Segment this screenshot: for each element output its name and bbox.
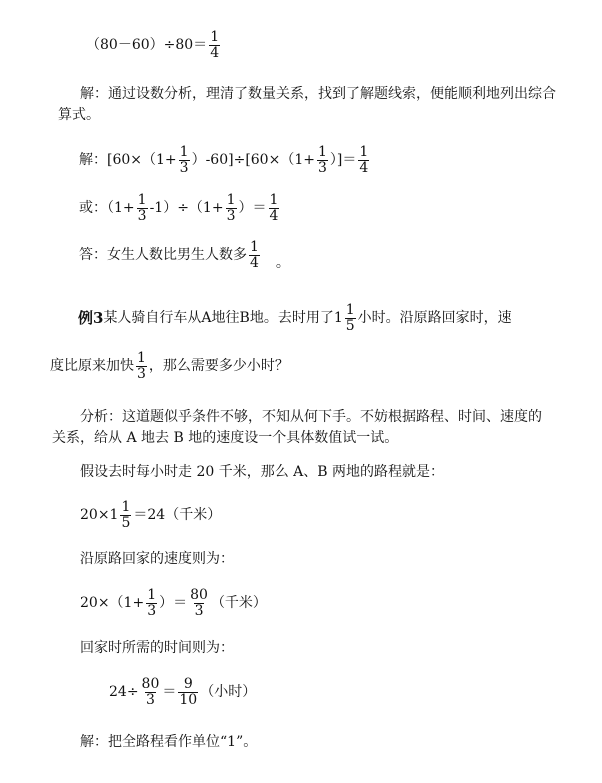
fraction: $\frac{1}{4}$ bbox=[359, 144, 369, 176]
fraction: $\frac{1}{3}$ bbox=[317, 144, 327, 176]
formula-line-time: 24÷ $\frac{80}{3}$ ＝ $\frac{9}{10}$ （小时） bbox=[109, 676, 257, 708]
answer-line: 答：女生人数比男生人数多 $\frac{1}{4}$ 。 bbox=[79, 239, 290, 272]
solution-paragraph: 解：通过设数分析，理清了数量关系，找到了解题线索，便能顺利地列出综合算式。 bbox=[58, 86, 556, 123]
fraction: $\frac{1}{3}$ bbox=[147, 587, 157, 619]
return-time-line: 回家时所需的时间则为： bbox=[80, 640, 234, 656]
formula-line-3: 或：（1+ $\frac{1}{3}$ -1）÷（1+ $\frac{1}{3}$ ）＝ $\frac{1}{4}$ bbox=[79, 192, 279, 224]
fraction: $\frac{80}{3}$ bbox=[141, 676, 160, 708]
fraction: $\frac{1}{4}$ bbox=[210, 29, 220, 61]
formula-line-2: 解：[60×（1+ $\frac{1}{3}$ ）-60]÷[60×（1+ $\frac{1}{3}$ ）]＝ $\frac{1}{4}$ bbox=[79, 144, 369, 176]
formula-line-1 bbox=[86, 30, 222, 60]
fraction: $\frac{1}{4}$ bbox=[250, 239, 259, 271]
analysis-paragraph: 分析：这道题似乎条件不够，不知从何下手。不妨根据路程、时间、速度的关系，给从 A 地去 B 地的速度设一个具体数值试一试。 bbox=[52, 409, 542, 446]
example-3-line-1: 例3 某人骑自行车从A地往B地。去时用了1 $\frac{1}{5}$ 小时。沿原路回家时，速 bbox=[78, 302, 512, 334]
fraction: $\frac{80}{3}$ bbox=[190, 587, 208, 619]
fraction: $\frac{9}{10}$ bbox=[179, 676, 198, 708]
formula-line-distance: 20×1 $\frac{1}{5}$ ＝24（千米） bbox=[80, 499, 222, 531]
example-3-line-2: 度比原来加快 $\frac{1}{3}$ ，那么需要多少小时？ bbox=[50, 350, 289, 382]
formula-line-speed: 20×（1+ $\frac{1}{3}$ ）＝ $\frac{80}{3}$ （千米） bbox=[80, 587, 267, 619]
formula-text: （80－60）÷80＝ bbox=[86, 37, 208, 54]
fraction: $\frac{1}{5}$ bbox=[121, 499, 131, 531]
fraction: $\frac{1}{4}$ bbox=[269, 192, 279, 224]
fraction: $\frac{1}{3}$ bbox=[179, 144, 189, 176]
final-solution-line: 解：把全路程看作单位“1”。 bbox=[80, 734, 258, 750]
fraction: $\frac{1}{5}$ bbox=[345, 302, 355, 334]
fraction: $\frac{1}{3}$ bbox=[137, 350, 146, 382]
return-speed-line: 沿原路回家的速度则为： bbox=[80, 551, 234, 567]
assumption-line: 假设去时每小时走 20 千米，那么 A、B 两地的路程就是： bbox=[80, 464, 445, 480]
fraction: $\frac{1}{3}$ bbox=[226, 192, 236, 224]
fraction: $\frac{1}{3}$ bbox=[137, 192, 147, 224]
example-label: 例3 bbox=[78, 308, 104, 327]
